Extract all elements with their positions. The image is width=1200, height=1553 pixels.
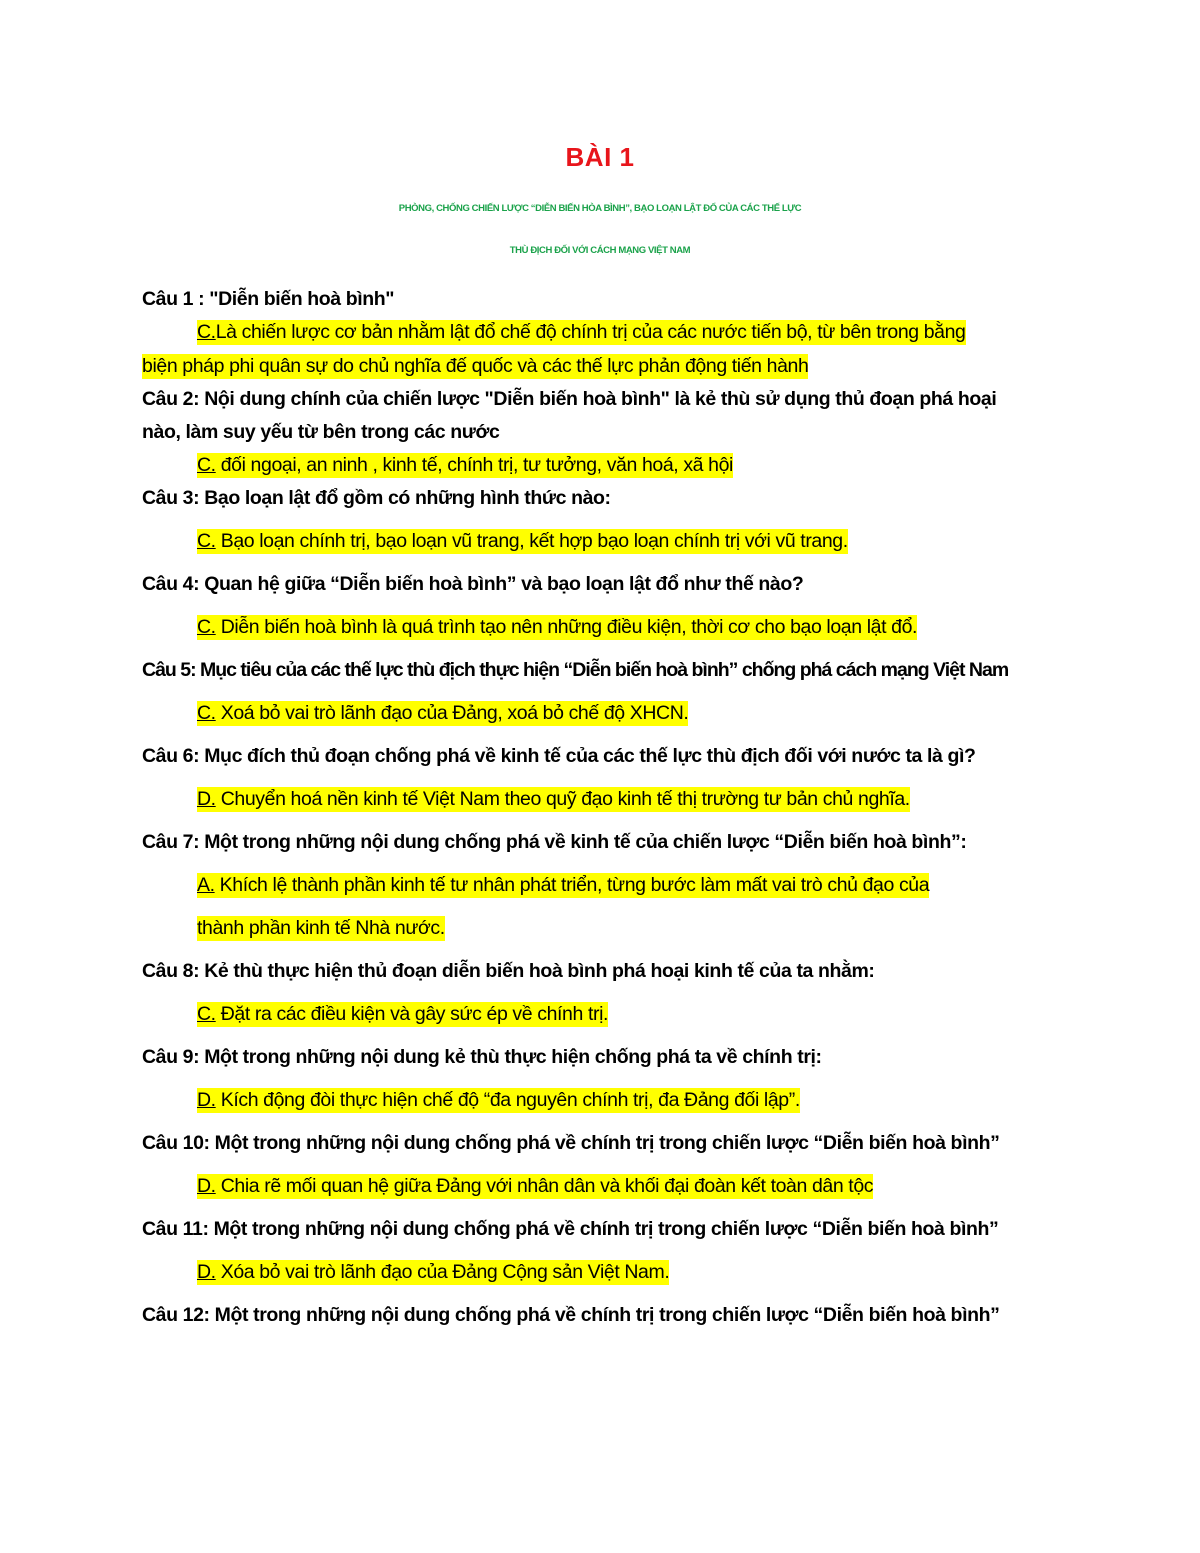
answer-7-line-1 (197, 874, 929, 897)
answer-4-text: Diễn biến hoà bình là quá trình tạo nên những điều kiện, thời cơ cho bạo loạn lật đổ. (215, 616, 918, 638)
answer-8-letter: C. (197, 1003, 216, 1025)
answer-10 (197, 1175, 873, 1198)
answer-4-letter: C. (197, 616, 216, 638)
answer-11-text: Xóa bỏ vai trò lãnh đạo của Đảng Cộng sản Việt Nam. (215, 1261, 670, 1283)
answer-5-letter: C. (197, 702, 216, 724)
answer-3 (197, 530, 848, 553)
question-11: Câu 11: Một trong những nội dung chống phá về chính trị trong chiến lược “Diễn biến hoà bình” (142, 1218, 999, 1240)
question-8: Câu 8: Kẻ thù thực hiện thủ đoạn diễn biến hoà bình phá hoại kinh tế của ta nhằm: (142, 960, 875, 982)
answer-10-text: Chia rẽ mối quan hệ giữa Đảng với nhân dân và khối đại đoàn kết toàn dân tộc (215, 1175, 874, 1197)
question-7: Câu 7: Một trong những nội dung chống phá về kinh tế của chiến lược “Diễn biến hoà bình”: (142, 831, 967, 853)
answer-7-text: Khích lệ thành phần kinh tế tư nhân phát triển, từng bước làm mất vai trò chủ đạo của (214, 874, 930, 896)
question-1: Câu 1 : "Diễn biến hoà bình" (142, 288, 395, 310)
answer-3-text: Bạo loạn chính trị, bạo loạn vũ trang, kết hợp bạo loạn chính trị với vũ trang. (215, 530, 848, 552)
answer-5-text: Xoá bỏ vai trò lãnh đạo của Đảng, xoá bỏ chế độ XHCN. (215, 702, 689, 724)
question-2-line-2: nào, làm suy yếu từ bên trong các nước (142, 421, 500, 443)
answer-2-letter: C. (197, 454, 216, 476)
question-6: Câu 6: Mục đích thủ đoạn chống phá về kinh tế của các thế lực thù địch đối với nước ta là gì? (142, 745, 976, 767)
answer-2-text: đối ngoại, an ninh , kinh tế, chính trị, tư tưởng, văn hoá, xã hội (215, 454, 733, 476)
answer-4 (197, 616, 917, 639)
answer-11-letter: D. (197, 1261, 216, 1283)
answer-1-text: Là chiến lược cơ bản nhằm lật đổ chế độ chính trị của các nước tiến bộ, từ bên trong bằng (215, 321, 966, 343)
answer-8-text: Đặt ra các điều kiện và gây sức ép về chính trị. (215, 1003, 609, 1025)
answer-6-text: Chuyển hoá nền kinh tế Việt Nam theo quỹ đạo kinh tế thị trường tư bản chủ nghĩa. (215, 788, 910, 810)
question-4: Câu 4: Quan hệ giữa “Diễn biến hoà bình” và bạo loạn lật đổ như thế nào? (142, 573, 804, 595)
question-10: Câu 10: Một trong những nội dung chống phá về chính trị trong chiến lược “Diễn biến hoà bình” (142, 1132, 1000, 1154)
question-5: Câu 5: Mục tiêu của các thế lực thù địch thực hiện “Diễn biến hoà bình” chống phá cách mạng Việt Nam (142, 659, 1009, 681)
answer-7-letter: A. (197, 874, 215, 896)
question-12: Câu 12: Một trong những nội dung chống phá về chính trị trong chiến lược “Diễn biến hoà bình” (142, 1304, 1000, 1326)
document-subtitle-line-1: PHÒNG, CHỐNG CHIẾN LƯỢC “DIỄN BIẾN HÒA BÌNH”, BẠO LOẠN LẬT ĐỔ CỦA CÁC THẾ LỰC (398, 203, 802, 214)
answer-6 (197, 788, 910, 811)
answer-1-line-2 (142, 355, 808, 378)
answer-5 (197, 702, 688, 725)
answer-2 (197, 454, 733, 477)
answer-6-letter: D. (197, 788, 216, 810)
document-subtitle-line-2: THÙ ĐỊCH ĐỐI VỚI CÁCH MẠNG VIỆT NAM (509, 245, 691, 256)
question-9: Câu 9: Một trong những nội dung kẻ thù thực hiện chống phá ta về chính trị: (142, 1046, 822, 1068)
answer-7-line-2 (197, 917, 445, 940)
answer-11 (197, 1261, 669, 1284)
question-2-line-1: Câu 2: Nội dung chính của chiến lược "Diễn biến hoà bình" là kẻ thù sử dụng thủ đoạn phá hoại (142, 388, 997, 410)
answer-1-line-1 (197, 321, 966, 344)
answer-9-text: Kích động đòi thực hiện chế độ “đa nguyên chính trị, đa Đảng đối lập”. (215, 1089, 800, 1111)
answer-3-letter: C. (197, 530, 216, 552)
question-3: Câu 3: Bạo loạn lật đổ gồm có những hình thức nào: (142, 487, 611, 509)
answer-1-letter: C. (197, 321, 216, 343)
answer-8 (197, 1003, 608, 1026)
answer-1-text-cont: biện pháp phi quân sự do chủ nghĩa đế quốc và các thế lực phản động tiến hành (142, 355, 809, 377)
answer-9-letter: D. (197, 1089, 216, 1111)
answer-9 (197, 1089, 800, 1112)
answer-7-text-cont: thành phần kinh tế Nhà nước. (197, 917, 445, 939)
answer-10-letter: D. (197, 1175, 216, 1197)
document-title: BÀI 1 (565, 142, 635, 172)
